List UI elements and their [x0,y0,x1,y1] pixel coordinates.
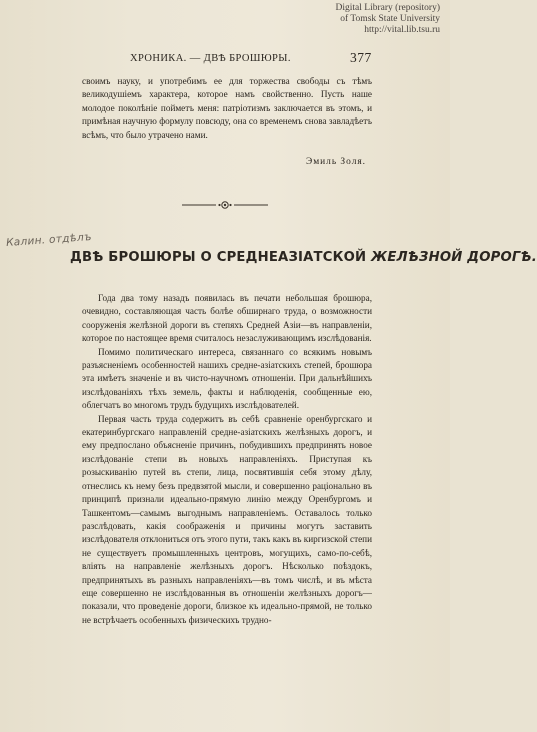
watermark-line-3: http://vital.lib.tsu.ru [364,25,440,35]
handwritten-annotation: Калин. отдѣлъ [5,231,93,249]
running-head: ХРОНИКА. — ДВѢ БРОШЮРЫ. [130,53,291,64]
page-number: 377 [350,50,372,65]
section-ornament [180,198,270,212]
heading-italic: ЖЕЛѢЗНОЙ ДОРОГѢ. [371,250,537,265]
heading-main: ДВѢ БРОШЮРЫ О СРЕДНЕАЗІАТСКОЙ [70,250,367,265]
article-heading [70,250,537,265]
intro-paragraph: своимъ науку, и употребимъ ее для торжества свободы съ тѣмъ великодушіемъ характера, которое намъ свойственно. Пусть наше молодое поколѣніе пойметъ меня: патріотизмъ заключается въ этомъ, и примѣная научную формулу повсюду, она со временемъ снова завладѣетъ всѣмъ, что было утрачено нами. [82,76,372,140]
article-paragraph-2: Помимо политическаго интереса, связаннаго со всякимъ новымъ разъясненіемъ особенностей нашихъ средне-азіатскихъ степей, брошюра эта имѣетъ значеніе и въ чисто-научномъ отношеніи. При дальнѣйшихъ изслѣдованіяхъ тѣхъ земель, факты и наблюденія, сообщенные ею, облегчатъ во многомъ трудъ будущихъ изслѣдователей. [82,346,372,411]
author-signature: Эмиль Золя. [306,157,367,167]
library-watermark [336,3,440,36]
watermark-line-2: of Tomsk State University [340,14,440,24]
watermark-line-1: Digital Library (repository) [335,3,440,13]
article-paragraph-1: Года два тому назадъ появилась въ печати небольшая брошюра, очевидно, составляющая часть болѣе обширнаго труда, о возможности сооруженія желѣзной дороги въ степяхъ Средней Азіи—въ направленіи, которое по настоящее время считалось незаслуживающимъ изслѣдованія. [82,293,372,344]
article-paragraph-3: Первая часть труда содержитъ въ себѣ сравненіе оренбургскаго и екатеринбургскаго направленій средне-азіатскихъ желѣзныхъ дорогъ, и ему предпослано объясненіе причинъ, побудившихъ предпринять новое изслѣдованіе степи въ новыхъ направленіяхъ. Приступая къ розыскиванію путей въ степи, лица, посвятившія себя этому дѣлу, отнеслись къ нему безъ предвзятой мысли, и совершенно раціонально въ принципѣ признали идеально-прямую линію между Оренбургомъ и Ташкентомъ—самымъ выгоднымъ направленіемъ. Оставалось только разслѣдовать, какія соображенія и причины могутъ заставить изслѣдователя отклониться отъ этого пути, такъ какъ въ киргизской степи не существуетъ промышленныхъ центровъ, могущихъ, само-по-себѣ, вліять на направленіе желѣзныхъ дорогъ. Нѣсколько поѣздокъ, предпринятыхъ въ разныхъ направленіяхъ—въ томъ числѣ, и въ мѣста еще совершенно не изслѣдованныя въ отношеніи желѣзныхъ дорогъ—показали, что проведеніе дороги, близкое къ идеально-прямой, не только не встрѣчаетъ особенныхъ физическихъ трудно- [82,413,372,625]
article-body [82,292,372,627]
intro-text [82,75,372,142]
